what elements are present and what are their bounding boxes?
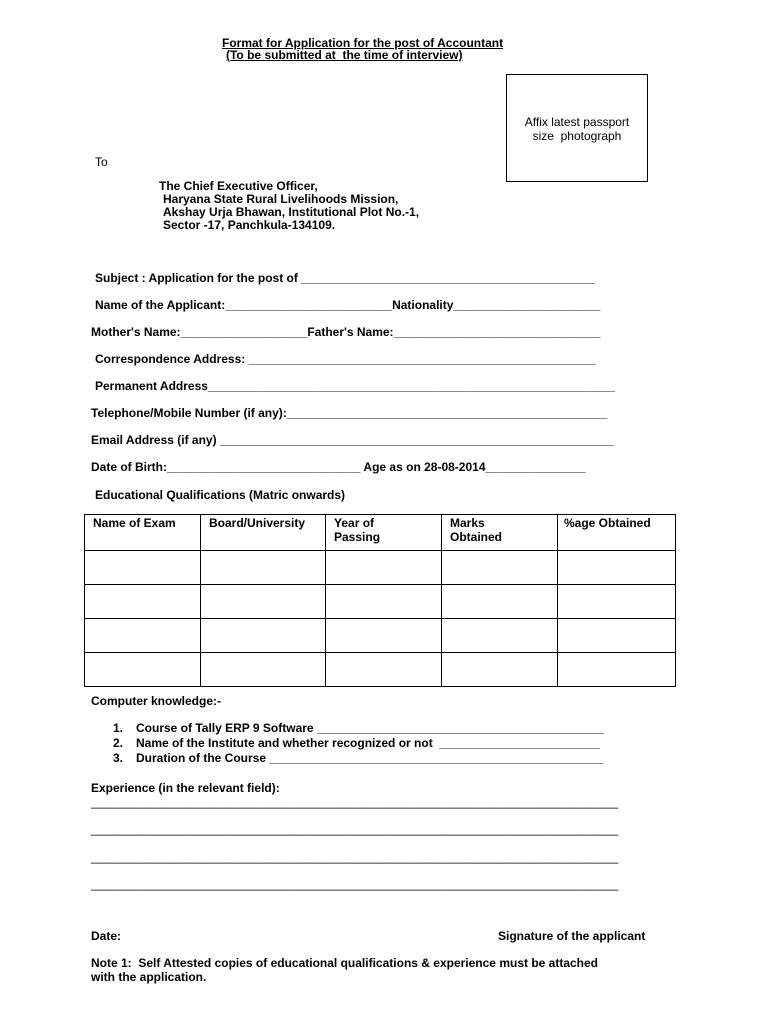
photo-placeholder-box: Affix latest passport size photograph bbox=[506, 74, 648, 182]
correspondence-address-field[interactable]: Correspondence Address: ____________________________________________________ bbox=[95, 352, 596, 366]
table-cell[interactable] bbox=[201, 619, 326, 653]
list-item[interactable] bbox=[113, 736, 604, 751]
list-item-text: Name of the Institute and whether recognized or not ________________________ bbox=[136, 736, 600, 750]
list-item[interactable] bbox=[113, 751, 604, 766]
column-header: Year of Passing bbox=[326, 515, 442, 551]
table-row bbox=[85, 551, 676, 585]
subject-field[interactable]: Subject : Application for the post of ____________________________________________ bbox=[95, 271, 595, 285]
education-header-row bbox=[85, 515, 676, 551]
table-cell[interactable] bbox=[326, 619, 442, 653]
experience-line[interactable]: _______________________________________________________________________________ bbox=[91, 822, 619, 836]
table-cell[interactable] bbox=[85, 619, 201, 653]
experience-line[interactable]: _______________________________________________________________________________ bbox=[91, 850, 619, 864]
note-line-1: Note 1: Self Attested copies of educational qualifications & experience must be attached bbox=[91, 956, 599, 970]
experience-line[interactable]: _______________________________________________________________________________ bbox=[91, 877, 619, 891]
list-number: 3. bbox=[113, 751, 124, 765]
telephone-field[interactable]: Telephone/Mobile Number (if any):________________________________________________ bbox=[91, 406, 608, 420]
form-title: Format for Application for the post of Accountant bbox=[222, 36, 504, 50]
address-line-3: Akshay Urja Bhawan, Institutional Plot No.-1, bbox=[163, 205, 420, 219]
table-row bbox=[85, 585, 676, 619]
table-cell[interactable] bbox=[442, 653, 558, 687]
table-cell[interactable] bbox=[442, 619, 558, 653]
table-cell[interactable] bbox=[85, 585, 201, 619]
dob-age-field[interactable]: Date of Birth:_____________________________ Age as on 28-08-2014_______________ bbox=[91, 460, 586, 474]
signature-label: Signature of the applicant bbox=[498, 929, 646, 943]
table-cell[interactable] bbox=[326, 585, 442, 619]
address-line-1: The Chief Executive Officer, bbox=[159, 179, 318, 193]
table-cell[interactable] bbox=[558, 619, 676, 653]
table-cell[interactable] bbox=[85, 653, 201, 687]
table-cell[interactable] bbox=[85, 551, 201, 585]
permanent-address-field[interactable]: Permanent Address_____________________________________________________________ bbox=[95, 379, 616, 393]
list-item-text: Duration of the Course __________________________________________________ bbox=[136, 751, 604, 765]
name-nationality-field[interactable]: Name of the Applicant:_________________________Nationality______________________ bbox=[95, 298, 601, 312]
list-item-text: Course of Tally ERP 9 Software ___________________________________________ bbox=[136, 721, 604, 735]
table-cell[interactable] bbox=[558, 585, 676, 619]
email-field[interactable]: Email Address (if any) ___________________________________________________________ bbox=[91, 433, 614, 447]
table-row bbox=[85, 653, 676, 687]
column-header: %age Obtained bbox=[558, 515, 676, 551]
address-line-4: Sector -17, Panchkula-134109. bbox=[163, 218, 336, 232]
column-header: Marks Obtained bbox=[442, 515, 558, 551]
table-cell[interactable] bbox=[558, 653, 676, 687]
address-line-2: Haryana State Rural Livelihoods Mission, bbox=[163, 192, 399, 206]
column-header: Board/University bbox=[201, 515, 326, 551]
computer-knowledge-list bbox=[92, 721, 604, 766]
computer-knowledge-heading: Computer knowledge:- bbox=[91, 694, 222, 708]
education-heading: Educational Qualifications (Matric onwards) bbox=[95, 488, 346, 502]
note-line-2: with the application. bbox=[91, 970, 207, 984]
table-cell[interactable] bbox=[558, 551, 676, 585]
column-header: Name of Exam bbox=[85, 515, 201, 551]
experience-line[interactable]: _______________________________________________________________________________ bbox=[91, 795, 619, 809]
parents-name-field[interactable]: Mother's Name:___________________Father's Name:_______________________________ bbox=[91, 325, 601, 339]
education-table bbox=[84, 514, 676, 687]
experience-heading: Experience (in the relevant field): bbox=[91, 781, 280, 795]
list-number: 1. bbox=[113, 721, 124, 735]
table-cell[interactable] bbox=[442, 551, 558, 585]
list-item[interactable] bbox=[113, 721, 604, 736]
list-number: 2. bbox=[113, 736, 124, 750]
form-subtitle: (To be submitted at the time of interview) bbox=[226, 48, 463, 62]
table-cell[interactable] bbox=[442, 585, 558, 619]
table-cell[interactable] bbox=[201, 653, 326, 687]
table-cell[interactable] bbox=[201, 585, 326, 619]
table-row bbox=[85, 619, 676, 653]
table-cell[interactable] bbox=[326, 653, 442, 687]
table-cell[interactable] bbox=[326, 551, 442, 585]
table-cell[interactable] bbox=[201, 551, 326, 585]
to-label: To bbox=[95, 155, 108, 169]
date-label: Date: bbox=[91, 929, 122, 943]
